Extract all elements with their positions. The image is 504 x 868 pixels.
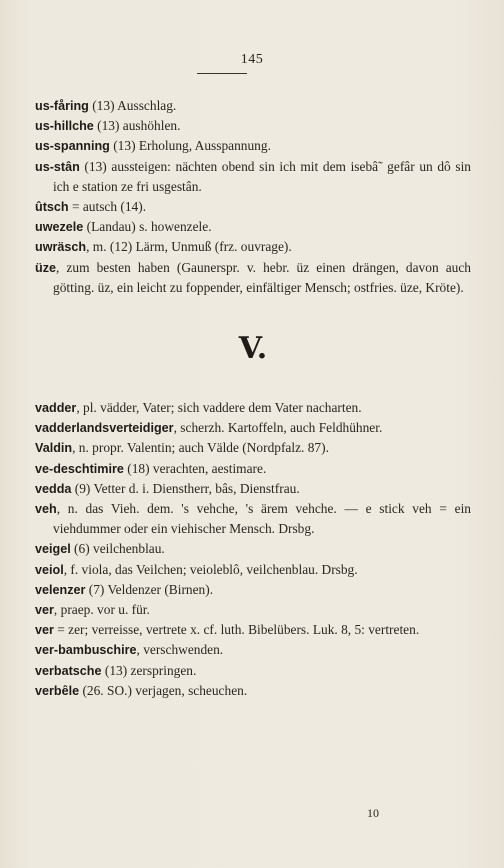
entry-definition: (26. SO.) verjagen, scheuchen. [79, 682, 248, 698]
entry-headword: velenzer [35, 582, 86, 597]
entry-definition: (9) Vetter d. i. Dienstherr, bâs, Dienstfrau. [71, 480, 300, 496]
dictionary-entry [35, 398, 471, 418]
entry-headword: Valdin [35, 441, 73, 456]
entry-headword: verbêle [35, 683, 80, 698]
dictionary-entry [35, 479, 471, 499]
dictionary-entry [35, 620, 471, 640]
page-number: 145 [240, 52, 264, 67]
entry-definition: , verschwenden. [136, 642, 224, 658]
dictionary-entry [35, 258, 471, 298]
entry-definition: = autsch (14). [68, 199, 147, 215]
entry-definition: (6) veilchenblau. [70, 541, 165, 557]
entry-definition: , scherzh. Kartoffeln, auch Feldhühner. [173, 420, 383, 436]
entry-definition: (Landau) s. howenzele. [83, 219, 212, 235]
entry-headword: vadderlandsverteidiger [35, 421, 174, 436]
entry-headword: vedda [35, 481, 72, 496]
dictionary-entry [35, 661, 471, 681]
entry-headword: uwräsch [35, 240, 87, 255]
entry-definition: (7) Veldenzer (Birnen). [85, 581, 214, 597]
entry-definition: , pl. vädder, Vater; sich vaddere dem Vater nacharten. [76, 400, 362, 416]
signature-mark: 10 [367, 806, 379, 820]
entry-headword: ver-bambuschire [35, 643, 137, 658]
entry-definition: (18) verachten, aestimare. [123, 460, 267, 476]
entry-headword: veiol [35, 562, 64, 577]
entries-u-section [35, 96, 471, 298]
entry-headword: us-stân [35, 159, 80, 174]
entry-headword: us-hillche [35, 119, 94, 134]
entry-headword: us-fåring [35, 99, 89, 113]
dictionary-entry [35, 560, 471, 580]
dictionary-entry [35, 499, 471, 539]
entry-headword: verbatsche [35, 663, 102, 678]
entry-definition: (13) aushöhlen. [93, 118, 181, 134]
dictionary-entry [35, 580, 471, 600]
entry-definition: (13) Erholung, Ausspannung. [109, 138, 271, 154]
dictionary-entry [35, 197, 471, 217]
entries-v-section [35, 398, 471, 701]
entry-headword: veh [35, 502, 57, 517]
dictionary-entry [35, 96, 471, 116]
entry-definition: , zum besten haben (Gaunerspr. v. hebr. üz einen drängen, davon auch götting. üz, ein leicht zu foppender, einfältiger Mensch; ostfries. üze, Kröte). [53, 259, 471, 295]
dictionary-entry [35, 418, 471, 438]
entry-headword: ver [35, 603, 54, 618]
entry-headword: us-spanning [35, 139, 110, 154]
entry-definition: (13) Ausschlag. [88, 98, 177, 113]
entry-headword: ûtsch [35, 200, 69, 215]
entry-headword: uwezele [35, 220, 84, 235]
entry-definition: (13) zerspringen. [101, 662, 197, 678]
dictionary-entry [35, 640, 471, 660]
dictionary-entry [35, 116, 471, 136]
entry-definition: (13) aussteigen: nächten obend sin ich mit dem isebâ˜ gefâr un dô sin ich e station ze fri usgestân. [53, 158, 471, 194]
entry-definition: , m. (12) Lärm, Unmuß (frz. ouvrage). [86, 239, 292, 255]
page-content [35, 96, 471, 701]
entry-definition: , n. propr. Valentin; auch Välde (Nordpfalz. 87). [72, 440, 329, 456]
letter-heading: V. [238, 331, 268, 367]
entry-definition: , n. das Vieh. dem. 's vehche, 's ärem vehche. — e stick veh = ein viehdummer oder ein viehischer Mensch. Drsbg. [53, 501, 471, 537]
entry-headword: ver [35, 623, 54, 638]
entry-headword: vadder [35, 401, 77, 416]
dictionary-entry [35, 237, 471, 257]
dictionary-entry [35, 459, 471, 479]
dictionary-entry [35, 681, 471, 701]
entry-definition: = zer; verreisse, vertrete x. cf. luth. Bibelübers. Luk. 8, 5: vertreten. [53, 622, 420, 638]
entry-headword: üze [35, 260, 56, 275]
entry-headword: ve-deschtimire [35, 461, 124, 476]
dictionary-entry [35, 438, 471, 458]
page-number-rule [197, 73, 247, 74]
entry-definition: , praep. vor u. für. [53, 602, 150, 618]
dictionary-entry [35, 600, 471, 620]
dictionary-entry [35, 217, 471, 237]
dictionary-entry [35, 157, 471, 197]
entry-definition: , f. viola, das Veilchen; veioleblô, veilchenblau. Drsbg. [63, 561, 358, 577]
dictionary-entry [35, 136, 471, 156]
dictionary-entry [35, 539, 471, 559]
entry-headword: veigel [35, 542, 71, 557]
